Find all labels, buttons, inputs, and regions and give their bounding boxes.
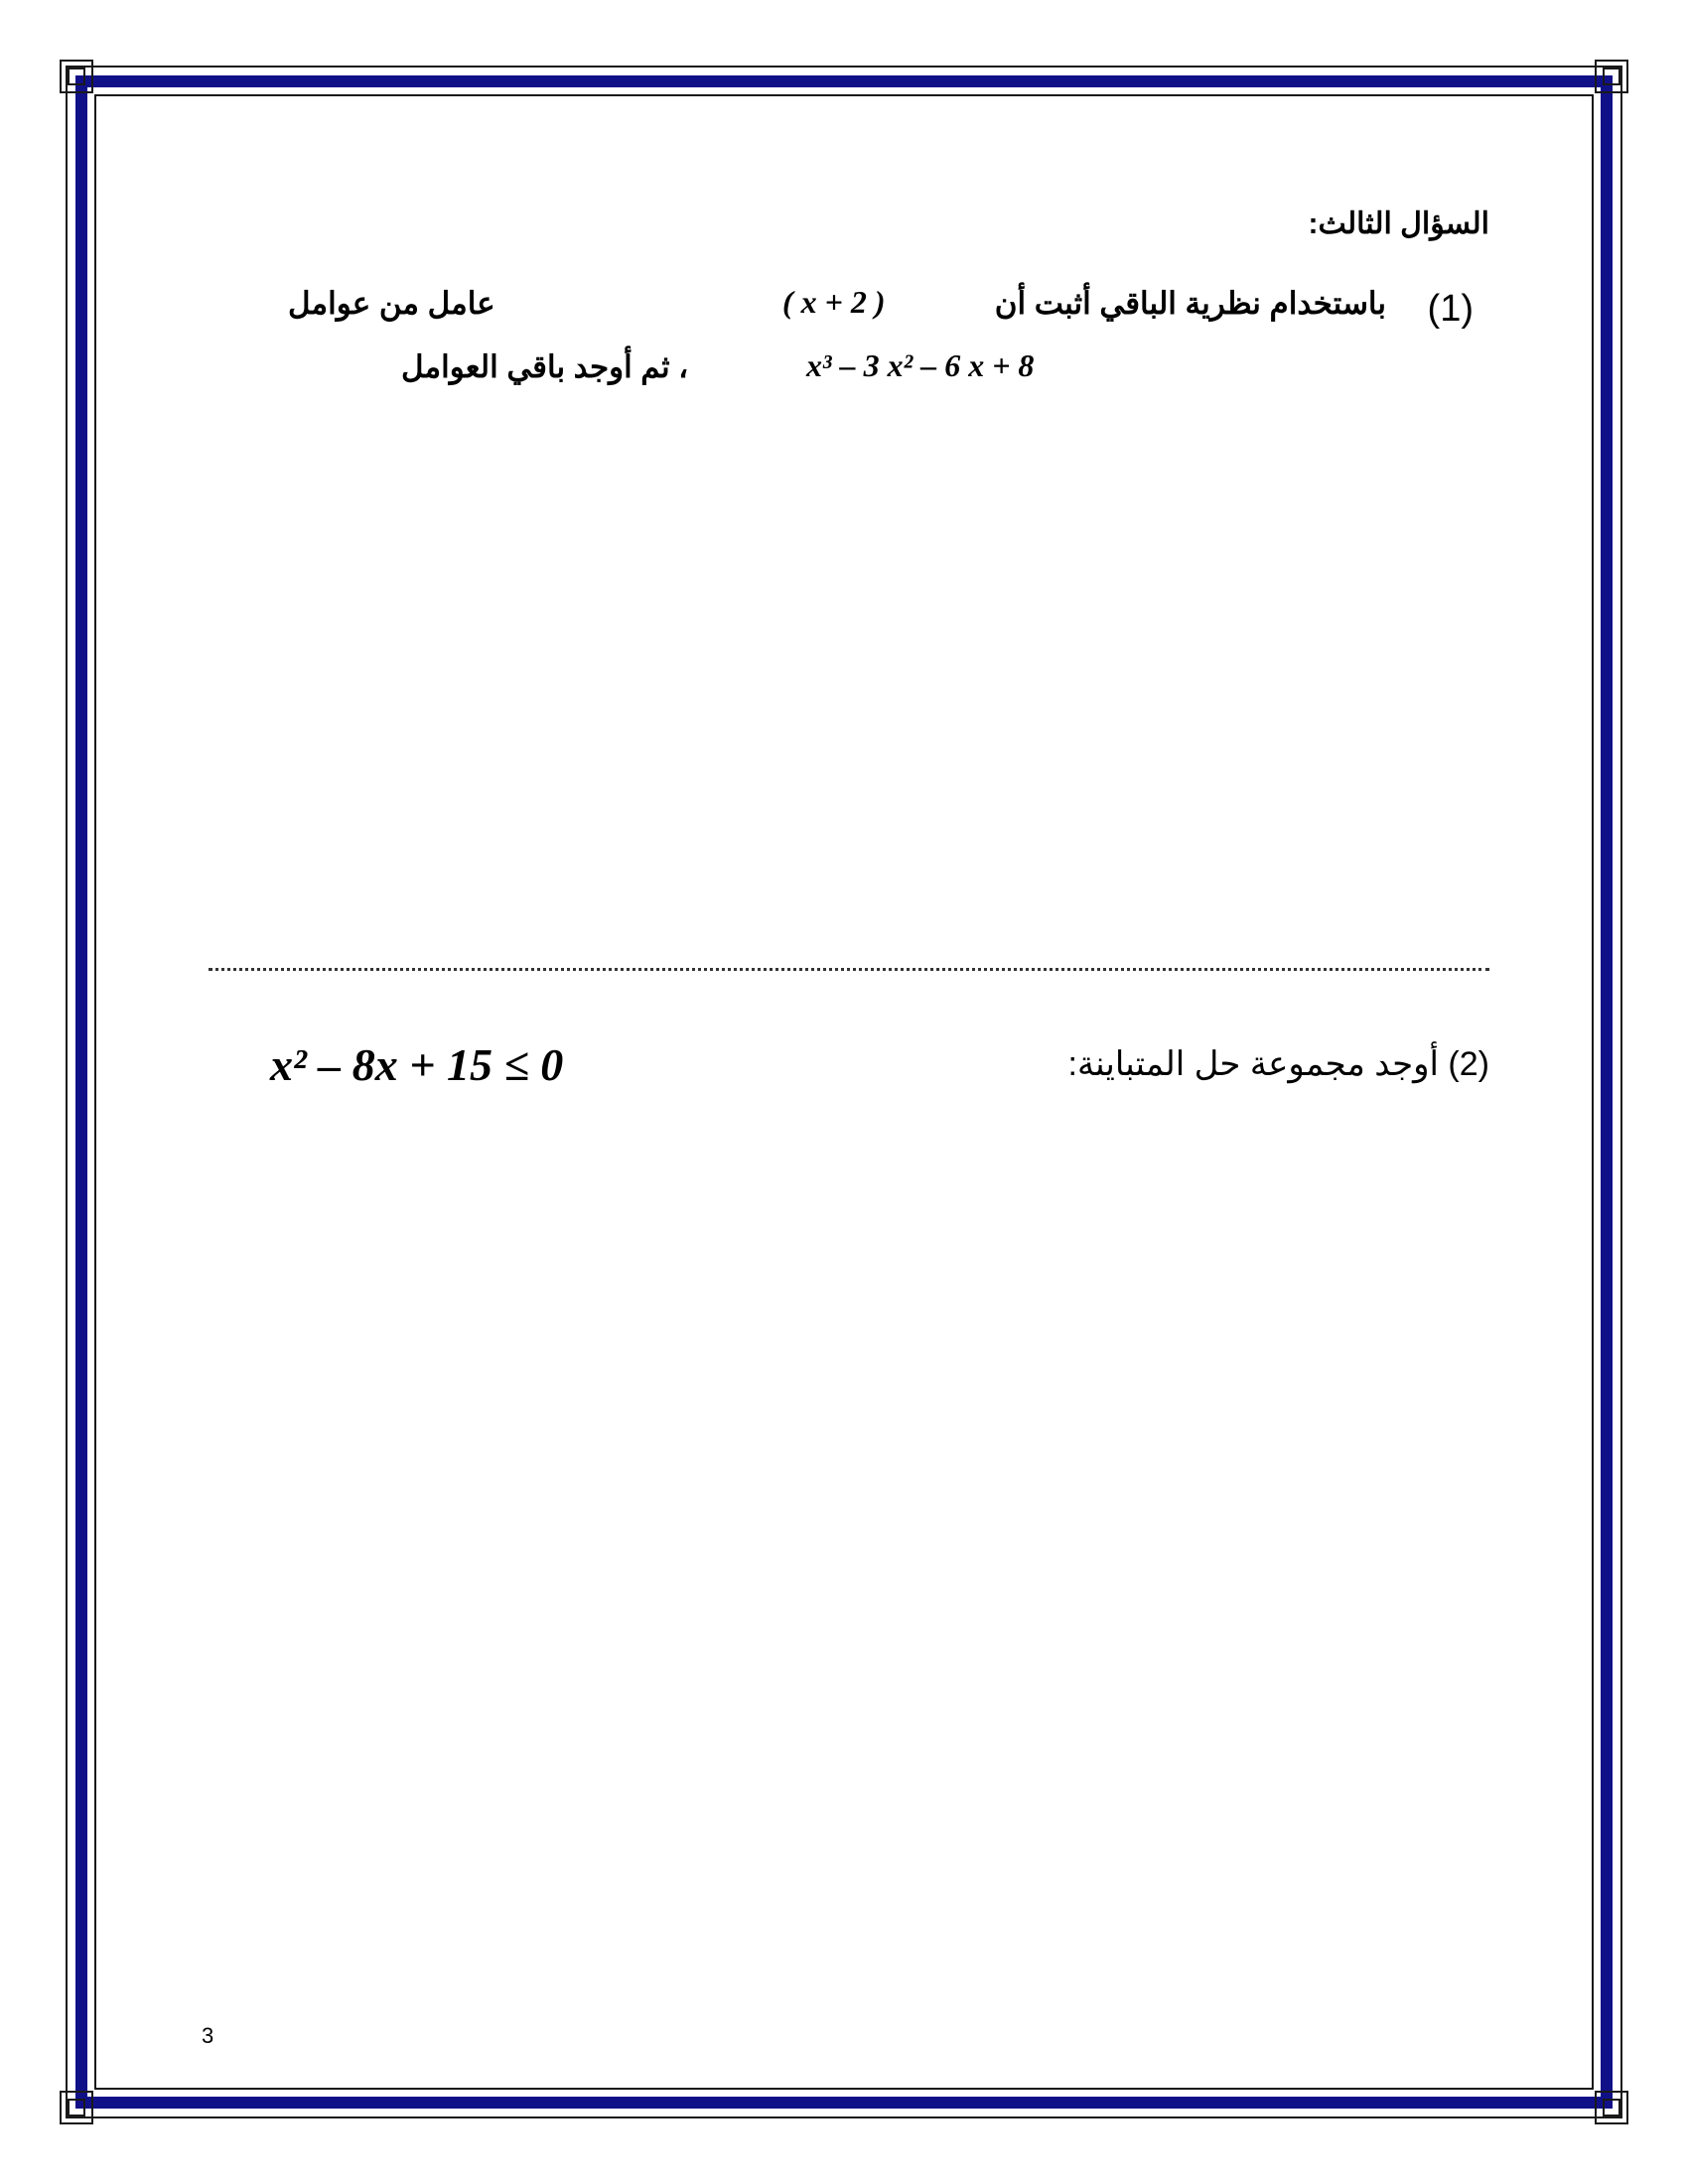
page-number: 3 — [202, 2023, 214, 2048]
corner-ornament-bottom-right — [1595, 2091, 1628, 2124]
q1-text-part1: باستخدام نظرية الباقي أثبت أن — [994, 286, 1386, 321]
question-title: السؤال الثالث: — [1308, 207, 1489, 240]
page-border-inner — [94, 94, 1594, 2090]
q1-text-part3: ، ثم أوجد باقي العوامل — [401, 349, 689, 384]
q2-inequality-expression: x² – 8x + 15 ≤ 0 — [270, 1039, 564, 1090]
corner-ornament-top-right — [1595, 60, 1628, 93]
q1-number: (1) — [1427, 288, 1474, 330]
corner-ornament-bottom-left — [60, 2091, 93, 2124]
q1-polynomial-expression: x³ – 3 x² – 6 x + 8 — [806, 347, 1035, 383]
answer-separator-line — [209, 968, 1489, 971]
q1-text-part2: عامل من عوامل — [288, 286, 495, 321]
corner-ornament-top-left — [60, 60, 93, 93]
q2-text: (2) أوجد مجموعة حل المتباينة: — [1067, 1045, 1489, 1083]
q1-factor-expression: ( x + 2 ) — [782, 284, 886, 320]
